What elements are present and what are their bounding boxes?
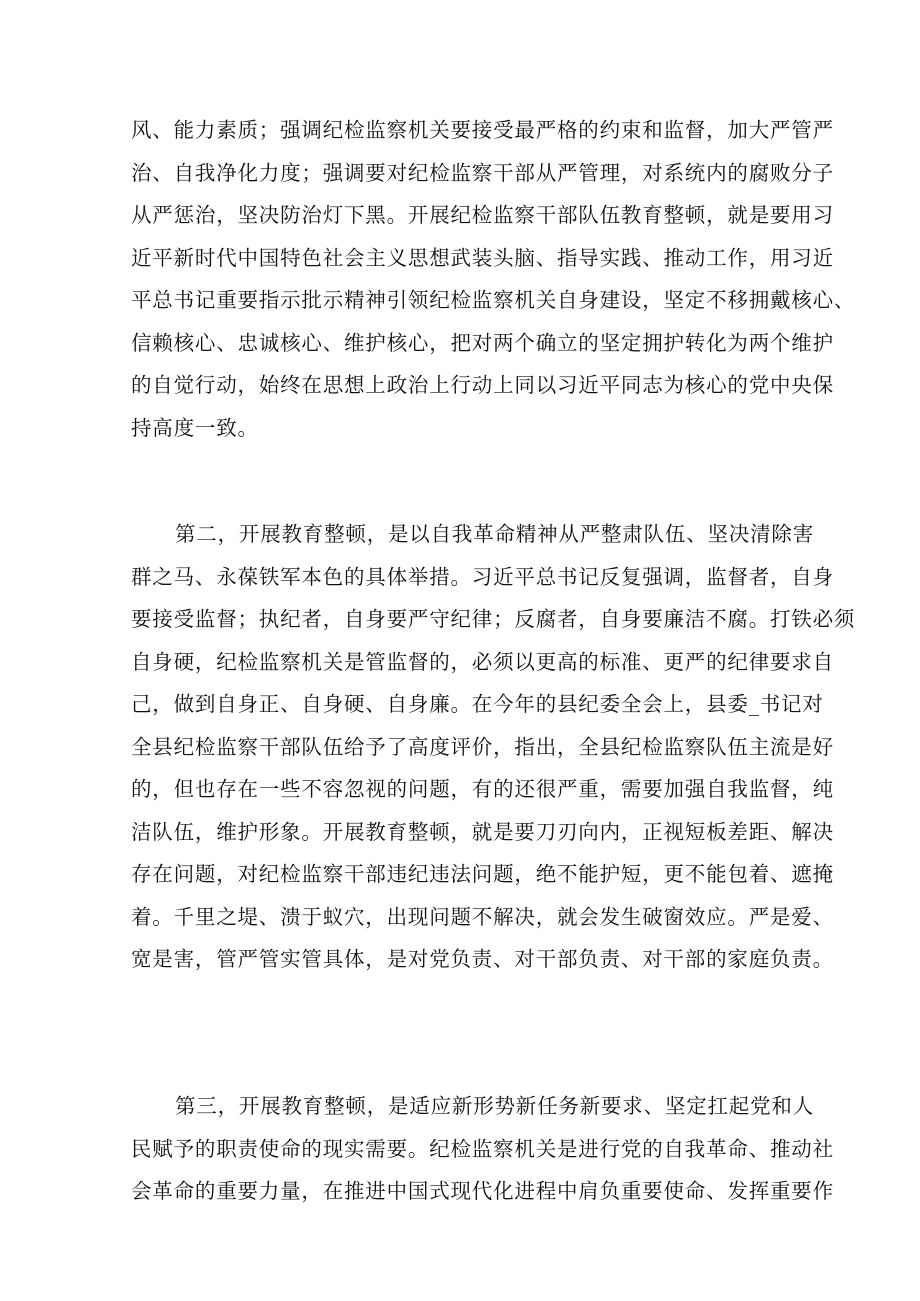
text-line: 近平新时代中国特色社会主义思想武装头脑、指导实践、推动工作，用习近 bbox=[131, 245, 834, 270]
text-line: 自身硬，纪检监察机关是管监督的，必须以更高的标准、更严的纪律要求自 bbox=[131, 649, 834, 674]
text-line: 第二，开展教育整顿，是以自我革命精神从严整肃队伍、坚决清除害 bbox=[175, 522, 814, 546]
paragraph-1 bbox=[131, 109, 856, 449]
text-line: 第三，开展教育整顿，是适应新形势新任务新要求、坚定扛起党和人 bbox=[175, 1094, 814, 1118]
text-line: 洁队伍，维护形象。开展教育整顿，就是要刀刃向内，正视短板差距、解决 bbox=[131, 819, 834, 844]
text-line: 信赖核心、忠诚核心、维护核心，把对两个确立的坚定拥护转化为两个维护 bbox=[131, 330, 834, 355]
text-line: 群之马、永葆铁军本色的具体举措。习近平总书记反复强调，监督者，自身 bbox=[131, 564, 834, 589]
text-line: 持高度一致。 bbox=[131, 415, 259, 440]
text-line: 己，做到自身正、自身硬、自身廉。在今年的县纪委全会上，县委_书记对 bbox=[131, 692, 824, 716]
text-line: 宽是害，管严管实管具体，是对党负责、对干部负责、对干部的家庭负责。 bbox=[131, 947, 834, 971]
text-line: 的自觉行动，始终在思想上政治上行动上同以习近平同志为核心的党中央保 bbox=[131, 373, 834, 397]
text-line: 的，但也存在一些不容忽视的问题，有的还很严重，需要加强自我监督，纯 bbox=[131, 777, 834, 801]
text-line: 治、自我净化力度；强调要对纪检监察干部从严管理，对系统内的腐败分子 bbox=[131, 160, 834, 185]
text-line: 平总书记重要指示批示精神引领纪检监察机关自身建设，坚定不移拥戴核心、 bbox=[131, 288, 856, 312]
paragraph-3 bbox=[131, 1085, 834, 1213]
text-line: 会革命的重要力量，在推进中国式现代化进程中肩负重要使命、发挥重要作 bbox=[131, 1179, 834, 1203]
text-line: 风、能力素质；强调纪检监察机关要接受最严格的约束和监督，加大严管严 bbox=[131, 118, 834, 142]
text-line: 全县纪检监察干部队伍给予了高度评价，指出，全县纪检监察队伍主流是好 bbox=[131, 734, 834, 759]
text-line: 着。千里之堤、溃于蚁穴，出现问题不解决，就会发生破窗效应。严是爱、 bbox=[131, 904, 834, 929]
text-line: 从严惩治，坚决防治灯下黑。开展纪检监察干部队伍教育整顿，就是要用习 bbox=[131, 203, 834, 227]
text-line: 存在问题，对纪检监察干部违纪违法问题，绝不能护短，更不能包着、遮掩 bbox=[131, 862, 834, 886]
paragraph-2 bbox=[131, 513, 856, 981]
text-line: 民赋予的职责使命的现实需要。纪检监察机关是进行党的自我革命、推动社 bbox=[131, 1136, 834, 1161]
text-line: 要接受监督；执纪者，自身要严守纪律；反腐者，自身要廉洁不腐。打铁必须 bbox=[131, 607, 856, 631]
